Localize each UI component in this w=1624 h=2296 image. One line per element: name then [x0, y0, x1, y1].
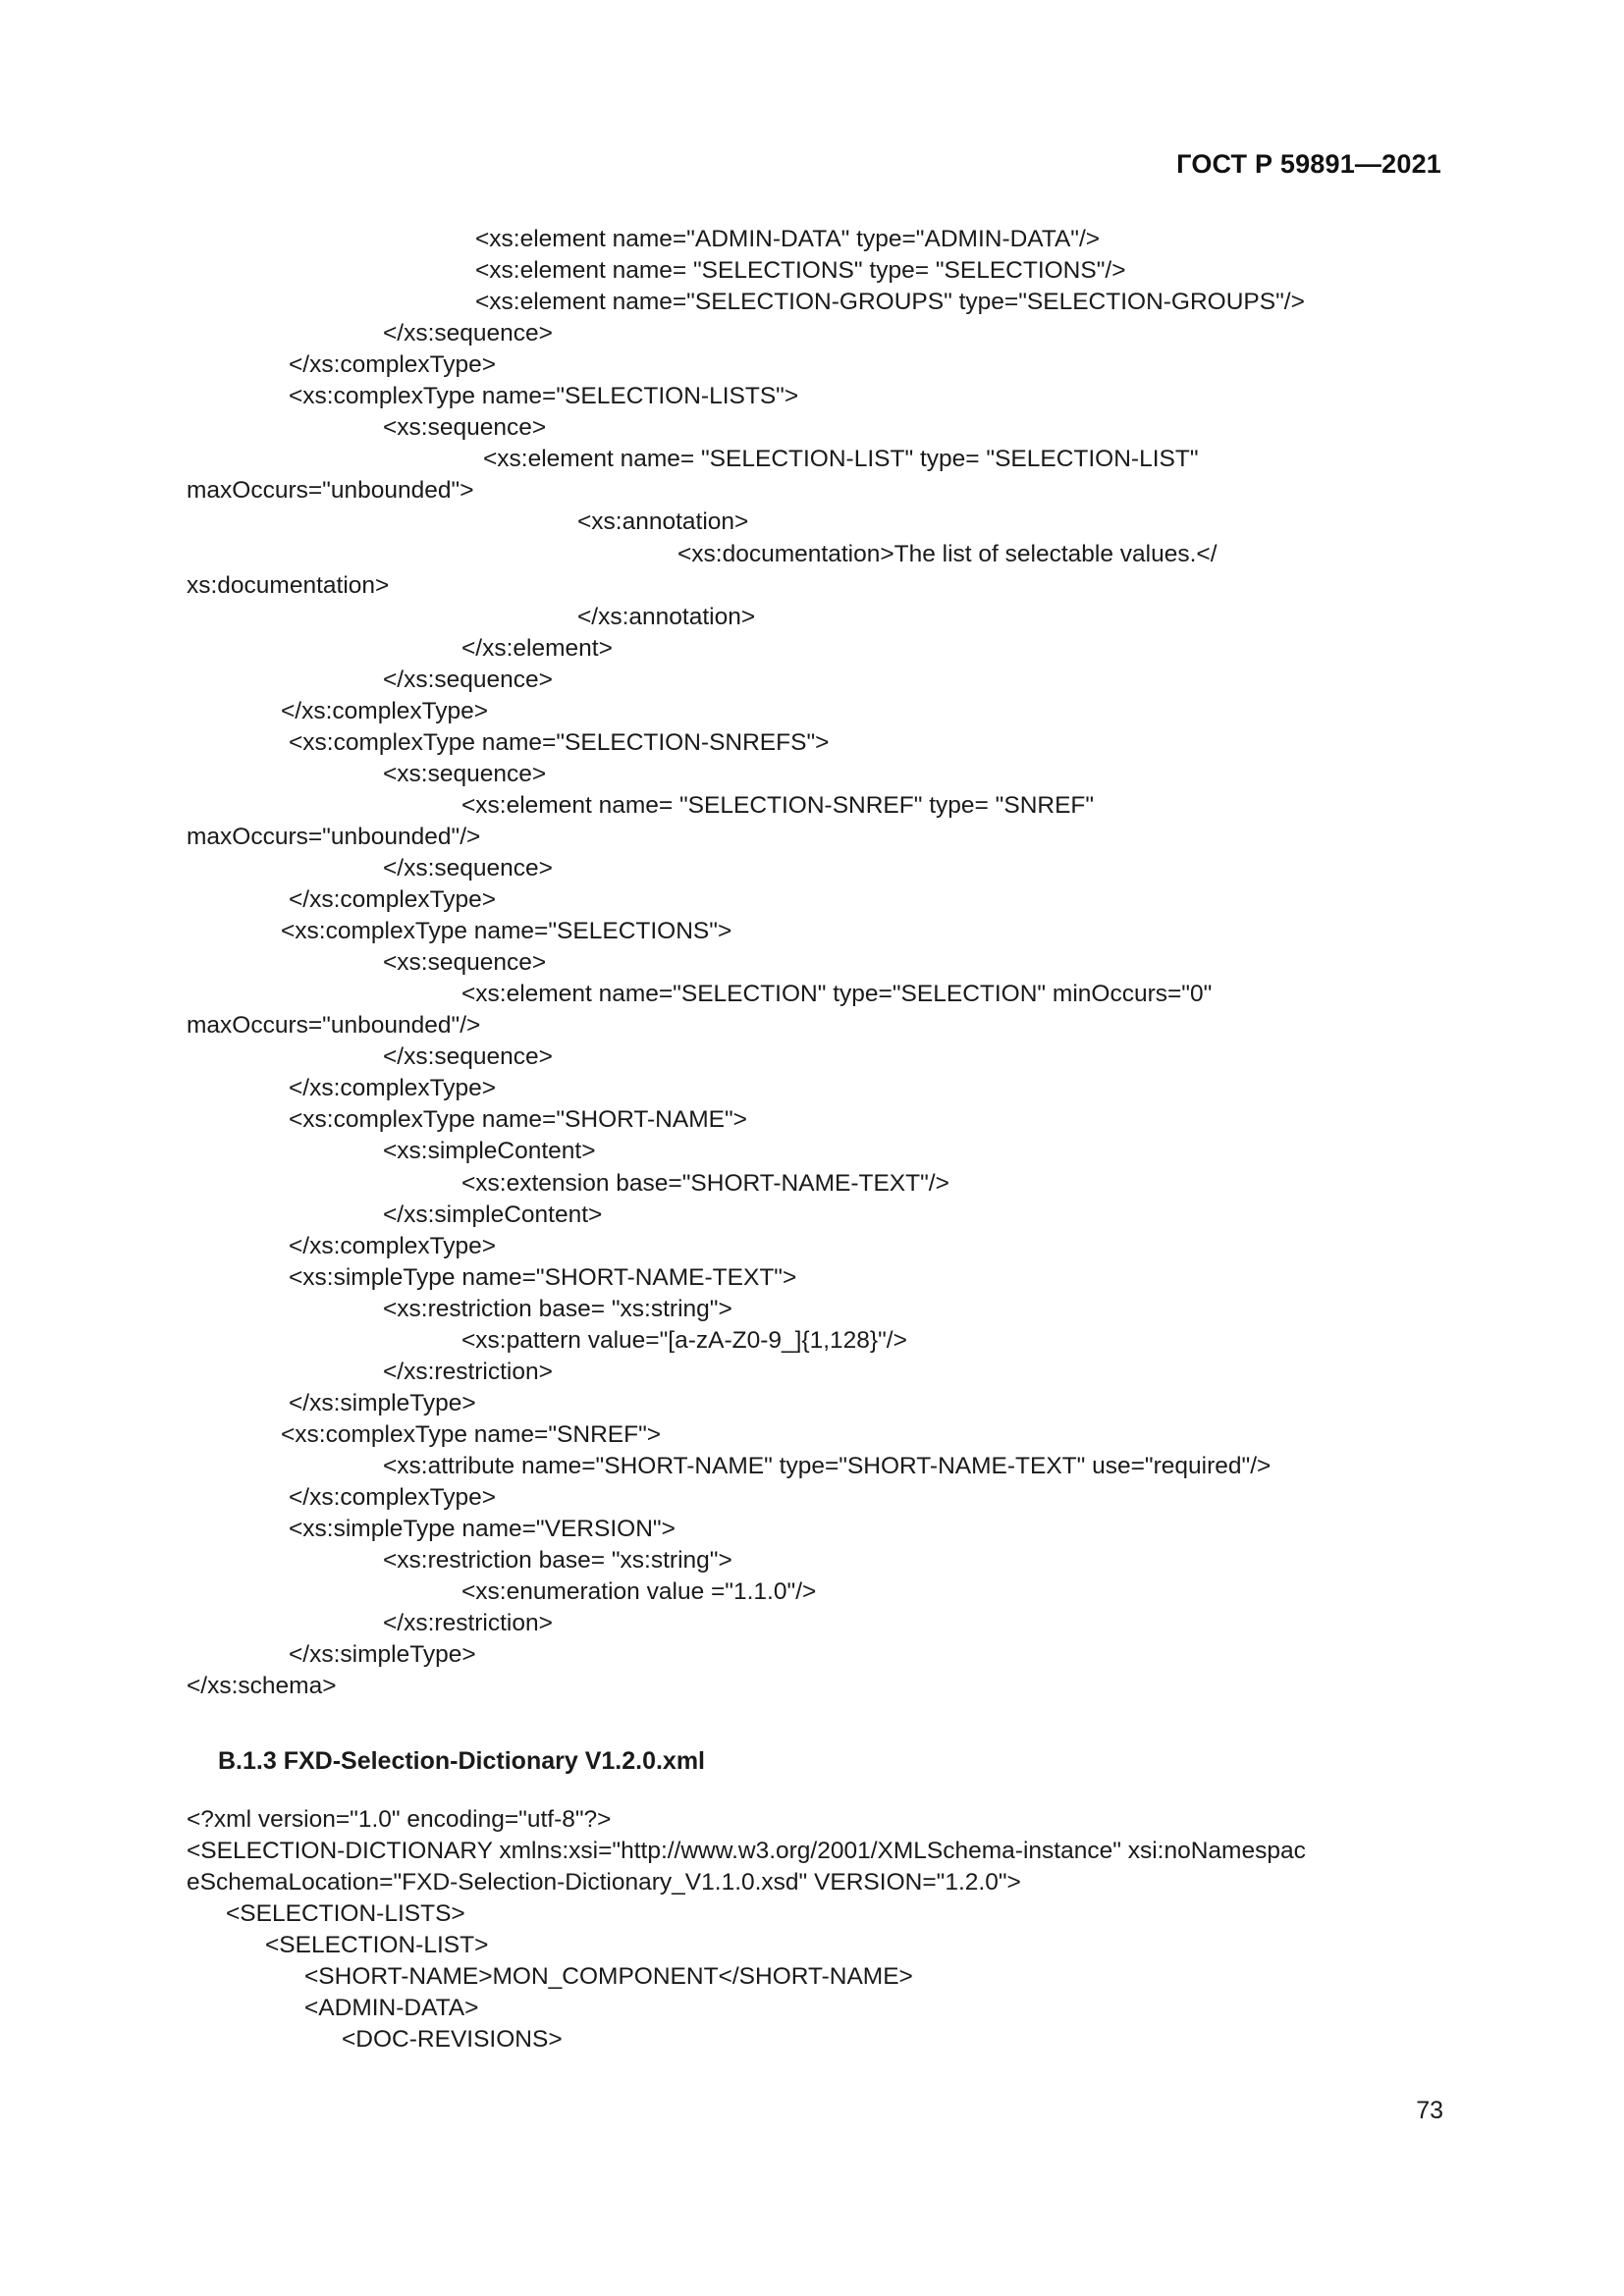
code-line: </xs:sequence>	[383, 1043, 553, 1071]
code-line: <DOC-REVISIONS>	[342, 2026, 563, 2054]
code-line: maxOccurs="unbounded"/>	[187, 1012, 481, 1040]
code-line: </xs:sequence>	[383, 855, 553, 881]
code-line: <xs:element name= "SELECTIONS" type= "SELECTIONS"/>	[475, 257, 1126, 285]
section-heading: B.1.3 FXD-Selection-Dictionary V1.2.0.xml	[218, 1747, 705, 1775]
code-line: </xs:simpleType>	[289, 1641, 476, 1669]
code-line: <xs:element name= "SELECTION-LIST" type= "SELECTION-LIST"	[483, 446, 1199, 473]
code-line: <xs:restriction base= "xs:string">	[383, 1295, 732, 1322]
code-line: <SELECTION-LIST>	[265, 1932, 489, 1959]
code-line: </xs:simpleType>	[289, 1389, 476, 1416]
code-line: </xs:schema>	[187, 1673, 337, 1700]
code-line: <xs:enumeration value ="1.1.0"/>	[461, 1578, 817, 1606]
code-line: </xs:complexType>	[281, 697, 489, 724]
code-line: <xs:pattern value="[a-zA-Z0-9_]{1,128}"/>	[461, 1326, 907, 1354]
code-line: maxOccurs="unbounded"/>	[187, 823, 481, 850]
code-line: </xs:complexType>	[289, 1075, 497, 1102]
code-line: </xs:sequence>	[383, 666, 553, 693]
code-line: <xs:restriction base= "xs:string">	[383, 1547, 732, 1575]
code-line: </xs:restriction>	[383, 1610, 553, 1637]
code-line: eSchemaLocation="FXD-Selection-Dictionary_V1.1.0.xsd" VERSION="1.2.0">	[187, 1869, 1021, 1896]
code-line: <SELECTION-DICTIONARY xmlns:xsi="http://www.w3.org/2001/XMLSchema-instance" xsi:noNamespac	[187, 1838, 1306, 1865]
code-line: </xs:element>	[461, 634, 613, 662]
code-line: <xs:documentation>The list of selectable values.</	[677, 540, 1218, 567]
code-line: <xs:simpleType name="VERSION">	[289, 1516, 676, 1543]
page-number: 73	[1416, 2097, 1443, 2124]
code-line: <xs:complexType name="SHORT-NAME">	[289, 1106, 747, 1134]
code-line: <xs:sequence>	[383, 760, 547, 787]
code-line: <xs:extension base="SHORT-NAME-TEXT"/>	[461, 1169, 949, 1197]
code-line: <ADMIN-DATA>	[304, 1995, 479, 2022]
code-line: <xs:element name= "SELECTION-SNREF" type= "SNREF"	[461, 791, 1095, 819]
code-line: <SHORT-NAME>MON_COMPONENT</SHORT-NAME>	[304, 1963, 913, 1991]
code-line: <xs:sequence>	[383, 414, 547, 442]
code-line: <xs:element name="SELECTION-GROUPS" type="SELECTION-GROUPS"/>	[475, 289, 1305, 316]
code-line: <xs:complexType name="SELECTIONS">	[281, 918, 732, 945]
code-line: </xs:sequence>	[383, 320, 553, 347]
code-line: <xs:complexType name="SNREF">	[281, 1420, 662, 1448]
code-line: </xs:annotation>	[577, 603, 756, 630]
code-line: </xs:complexType>	[289, 886, 497, 914]
standard-header: ГОСТ Р 59891—2021	[1176, 149, 1441, 179]
code-line: </xs:simpleContent>	[383, 1201, 603, 1228]
code-line: <SELECTION-LISTS>	[226, 1900, 465, 1928]
code-line: xs:documentation>	[187, 571, 390, 599]
code-line: </xs:complexType>	[289, 1232, 497, 1259]
code-line: <xs:annotation>	[577, 508, 749, 536]
code-line: <xs:element name="ADMIN-DATA" type="ADMIN-DATA"/>	[475, 226, 1101, 252]
code-line: <xs:simpleType name="SHORT-NAME-TEXT">	[289, 1263, 797, 1291]
code-line: <xs:complexType name="SELECTION-SNREFS">	[289, 728, 830, 756]
code-line: </xs:complexType>	[289, 1484, 497, 1511]
code-line: <xs:complexType name="SELECTION-LISTS">	[289, 383, 799, 410]
code-line: <?xml version="1.0" encoding="utf-8"?>	[187, 1806, 612, 1833]
code-line: </xs:restriction>	[383, 1358, 553, 1385]
code-line: <xs:element name="SELECTION" type="SELECTION" minOccurs="0"	[461, 981, 1213, 1008]
code-line: <xs:simpleContent>	[383, 1138, 596, 1165]
code-line: maxOccurs="unbounded">	[187, 477, 474, 505]
code-line: </xs:complexType>	[289, 351, 497, 379]
code-line: <xs:attribute name="SHORT-NAME" type="SHORT-NAME-TEXT" use="required"/>	[383, 1452, 1272, 1479]
code-line: <xs:sequence>	[383, 949, 547, 977]
